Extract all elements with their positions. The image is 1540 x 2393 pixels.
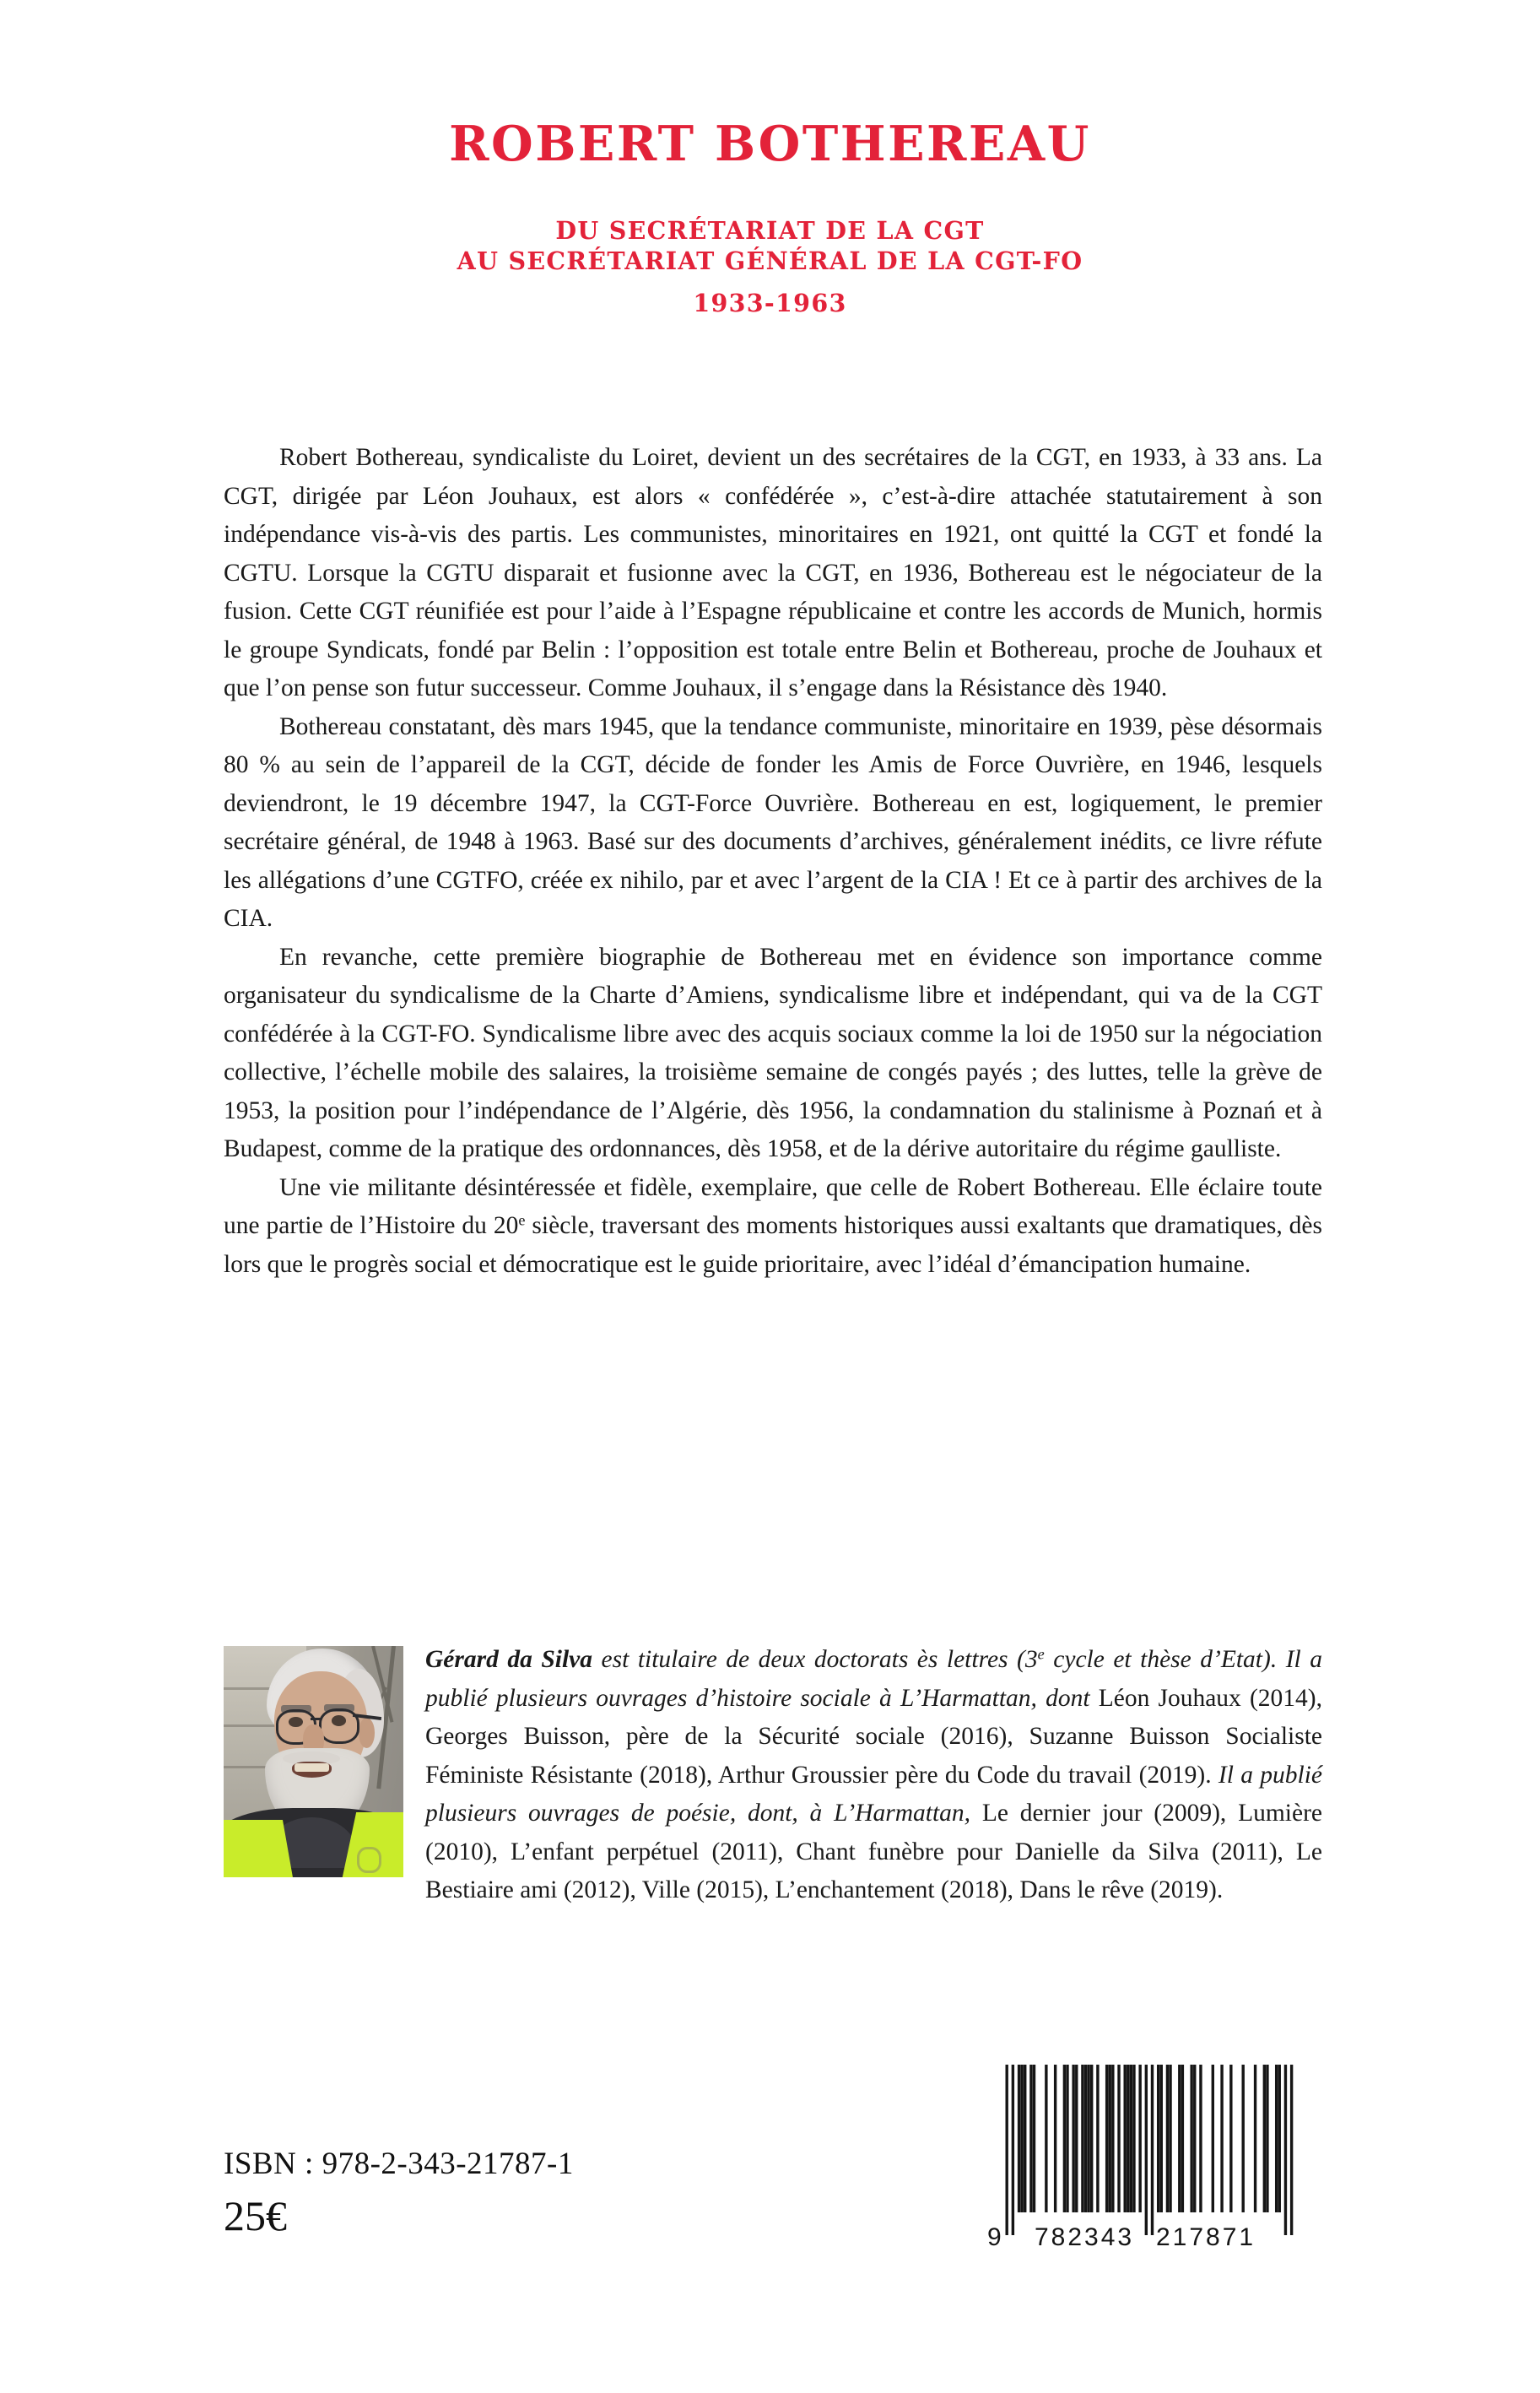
blurb-paragraph-4-part-b: siècle, traversant des moments historiques aussi exaltants que dramatiques, dès lors que le progrès social et démocratique est le guide prioritaire, avec l’idéal d’émancipation humaine. bbox=[224, 1212, 1322, 1278]
blurb-paragraph-2: Bothereau constatant, dès mars 1945, que la tendance communiste, minoritaire en 1939, pèse désormais 80 % au sein de l’appareil de la CGT, décide de fonder les Amis de Force Ouvrière, en 1946, lesquels deviendront, le 19 décembre 1947, la CGT-Force Ouvrière. Bothereau en est, logiquement, le premier secrétaire général, de 1948 à 1963. Basé sur des documents d’archives, généralement inédits, ce livre réfute les allégations d’une CGTFO, créée ex nihilo, par et avec l’argent de la CIA ! Et ce à partir des archives de la CIA. bbox=[224, 712, 1322, 932]
subtitle-line-1: DU SECRÉTARIAT DE LA CGT bbox=[555, 215, 985, 245]
bio-segment-4: Il a publié plusieurs ouvrages de poésie, dont, à L’Harmattan, bbox=[425, 1761, 1322, 1827]
photo-ear bbox=[359, 1718, 375, 1748]
author-bio-block bbox=[224, 1641, 1322, 1910]
svg-text:782343: 782343 bbox=[1035, 2223, 1135, 2251]
title-block bbox=[0, 118, 1540, 317]
bio-segment-2: cycle et thèse d’Etat). Il a publié plusieurs ouvrages d’histoire sociale à L’Harmattan, dont bbox=[425, 1646, 1322, 1712]
blurb-paragraph-4 bbox=[224, 1169, 1322, 1285]
bio-segment-5: Le dernier jour (2009), Lumière (2010), L’enfant perpétuel (2011), Chant funèbre pour Danielle da Silva (2011), Le Bestiaire ami (2012), Ville (2015), L’enchantement (2018), Dans le rêve (2019). bbox=[425, 1800, 1322, 1903]
bio-segment-1: est titulaire de deux doctorats ès lettres (3 bbox=[592, 1646, 1038, 1673]
photo-teeth bbox=[294, 1763, 328, 1772]
bio-segment-3: Léon Jouhaux (2014), Georges Buisson, père de la Sécurité sociale (2016), Suzanne Buisson Socialiste Féministe Résistante (2018), Arthur Groussier père du Code du travail (2019). bbox=[425, 1684, 1322, 1789]
barcode-svg bbox=[972, 2053, 1327, 2251]
page-title: ROBERT BOTHEREAU bbox=[449, 116, 1091, 172]
subtitle-group bbox=[0, 215, 1540, 317]
ordinal-suffix-cycle: e bbox=[1037, 1645, 1045, 1663]
price-label: 25€ bbox=[224, 2192, 287, 2239]
subtitle-line-2: AU SECRÉTARIAT GÉNÉRAL DE LA CGT-FO bbox=[457, 246, 1083, 276]
author-name: Gérard da Silva bbox=[425, 1646, 593, 1673]
ean13-barcode bbox=[972, 2053, 1327, 2251]
blurb-paragraph-1: Robert Bothereau, syndicaliste du Loiret, devient un des secrétaires de la CGT, en 1933, à 33 ans. La CGT, dirigée par Léon Jouhaux, est alors « confédérée », c’est-à-dire attachée statutairement à son indépendance vis-à-vis des partis. Les communistes, minoritaires en 1921, ont quitté la CGT et fondé la CGTU. Lorsque la CGTU disparait et fusionne avec la CGT, en 1936, Bothereau est le négociateur de la fusion. Cette CGT réunifiée est pour l’aide à l’Espagne républicaine et contre les accords de Munich, hormis le groupe Syndicats, fondé par Belin : l’opposition est totale entre Belin et Bothereau, proche de Jouhaux et que l’on pense son futur successeur. Comme Jouhaux, il s’engage dans la Résistance dès 1940. bbox=[224, 444, 1322, 701]
isbn-label: ISBN : 978-2-343-21787-1 bbox=[224, 2147, 574, 2181]
photo-eyeglass-bridge bbox=[311, 1718, 322, 1720]
blurb-paragraph-3: En revanche, cette première biographie de Bothereau met en évidence son importance comme organisateur du syndicalisme de la Charte d’Amiens, syndicalisme libre et indépendant, qui va de la CGT confédérée à la CGT-FO. Syndicalisme libre avec des acquis sociaux comme la loi de 1950 sur la négociation collective, l’échelle mobile des salaires, la troisième semaine de congés payés ; des luttes, telle la grève de 1953, la position pour l’indépendance de l’Algérie, dès 1956, la condamnation du stalinisme à Poznań et à Budapest, comme de la pratique des ordonnances, dès 1958, et de la dérive autoritaire du régime gaulliste. bbox=[224, 943, 1322, 1162]
blurb-body bbox=[224, 439, 1322, 1284]
author-portrait-photo bbox=[224, 1646, 403, 1877]
photo-hivis-vest-left bbox=[224, 1820, 294, 1878]
photo-vest-marking bbox=[357, 1847, 381, 1873]
subtitle-years: 1933-1963 bbox=[693, 288, 847, 317]
ordinal-suffix-century: e bbox=[518, 1211, 526, 1229]
svg-text:217871: 217871 bbox=[1156, 2223, 1256, 2251]
svg-text:9: 9 bbox=[987, 2223, 1002, 2251]
blurb-paragraph-4-part-a: Une vie militante désintéressée et fidèle, exemplaire, que celle de Robert Bothereau. Elle éclaire toute une partie de l’Histoire du 20 bbox=[224, 1173, 1322, 1239]
